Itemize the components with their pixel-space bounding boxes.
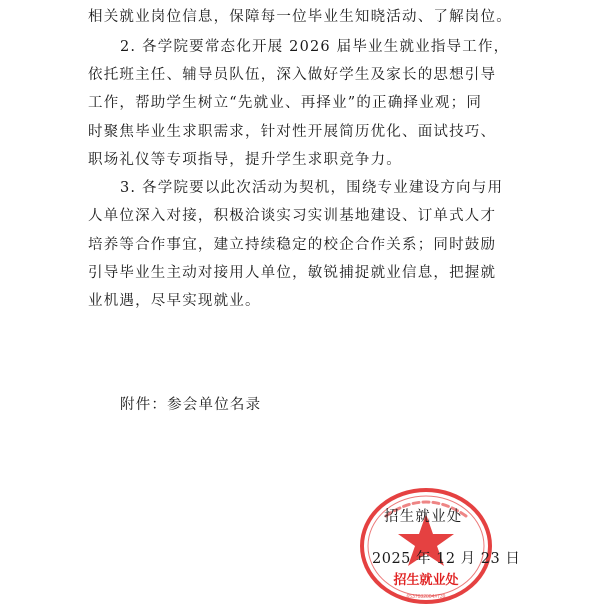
paragraph-line: 2. 各学院要常态化开展 2026 届毕业生就业指导工作， (120, 39, 510, 55)
paragraph-line: 人单位深入对接，积极洽谈实习实训基地建设、订单式人才 (88, 208, 497, 224)
official-seal (356, 486, 496, 606)
paragraph-line: 工作，帮助学生树立“先就业、再择业”的正确择业观；同 (88, 95, 483, 111)
seal-label: 招生就业处 (393, 572, 459, 587)
paragraph-line: 业机遇，尽早实现就业。 (88, 293, 261, 309)
paragraph-line: 3. 各学院要以此次活动为契机，围绕专业建设方向与用 (120, 180, 504, 196)
paragraph-line: 培养等合作事宜，建立持续稳定的校企合作关系；同时鼓励 (88, 237, 497, 253)
paragraph-line: 依托班主任、辅导员队伍，深入做好学生及家长的思想引导 (88, 67, 497, 83)
paragraph-line: 职场礼仪等专项指导，提升学生求职竞争力。 (88, 152, 402, 168)
paragraph-line: 引导毕业生主动对接用人单位，敏锐捕捉就业信息，把握就 (88, 265, 497, 281)
paragraph-line: 相关就业岗位信息，保障每一位毕业生知晓活动、了解岗位。 (88, 9, 512, 25)
signing-office: 招生就业处 (384, 509, 463, 525)
paragraph-line: 时聚焦毕业生求职需求，针对性开展简历优化、面试技巧、 (88, 124, 497, 140)
attachment-note: 附件：参会单位名录 (120, 397, 262, 413)
signing-date: 2025 年 12 月 23 日 (372, 551, 521, 567)
seal-code: 6537032004#739 (406, 594, 446, 600)
